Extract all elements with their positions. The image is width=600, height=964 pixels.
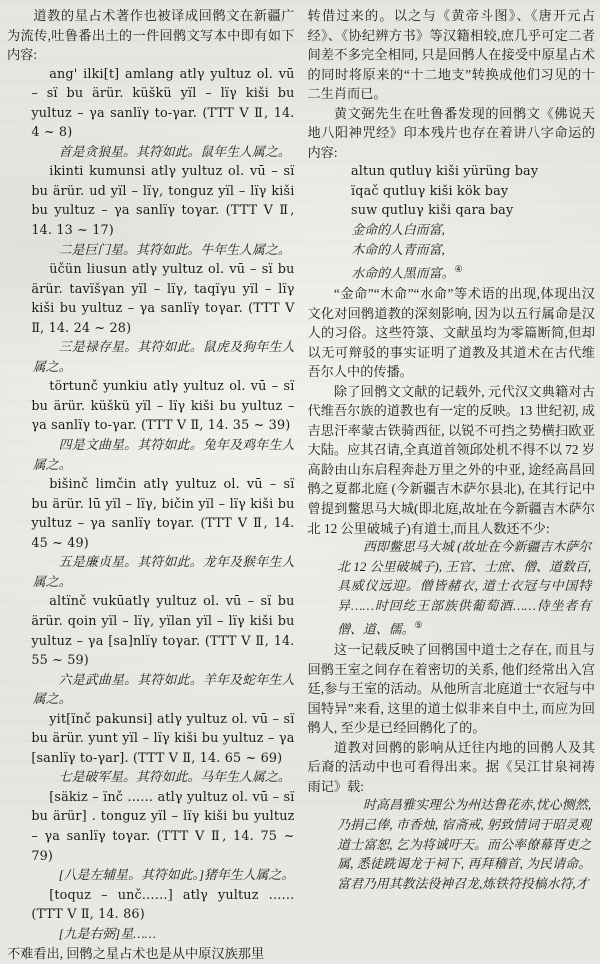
chinese-translation-annotation: 四是文曲星。其符如此。兔年及鸡年生人属之。 — [32, 438, 295, 472]
paragraph: 除了回鹘文文献的记载外, 元代汉文典籍对古代维吾尔族的道教也有一定的反映。13 世纪初, 成吉思汗率蒙古铁骑西征, 以锐不可挡之势横扫欧亚大陆。应其召请,全真道首领邱处机不得不以 72 岁高龄由山东启程奔赴万里之外的中亚, 途经高昌回鹘之夏都北庭 (今新疆吉木萨尔县北), 在其行记中曾提到鳖思马大城(即北庭,故址在今新疆吉木萨尔北 12 公里破城子)有道士,而且人数还不少: — [307, 383, 595, 536]
chinese-translation-annotation: 二是巨门星。其符如此。牛年生人属之。 — [58, 242, 291, 257]
paragraph: 黄文弼先生在吐鲁番发现的回鹘文《佛说天地八阳神咒经》印本残片也存在着讲八字命运的内容: — [307, 105, 595, 160]
paragraph: “金命”“木命”“水命”等术语的出现,体现出汉文化对回鹘道教的深刻影响, 因为以五行属命是汉人的习俗。这些符箓、文献虽均为零篇断简,但却以无可辩驳的事实证明了道教及其道术在古代维吾尔人中的传播。 — [307, 285, 595, 380]
uyghur-transliteration-quote: [säkiz – ïnč …… atlγ yultuz ol. vū – sï bu ärür] . tonguz yïl – lïγ kiši bu yultuz – γa sanlïγ toγar. (TTT V Ⅱ, 14. 75 ~ 79) — [31, 789, 295, 864]
two-column-text-area — [7, 6, 595, 964]
block-quote: 时高昌雅实理公为州达鲁花赤,忧心恻然, 乃捐己俸, 市香烛, 宿斋戒, 躬致情词于昭灵观道士富恕, 乞为将诚吁天。而公率僚幕胥吏之属, 悉徒跣谒龙于祠下, 再拜稽首, 为民请命。富君乃用其教法役神召龙,炼铁符投槁水符,才 — [337, 798, 592, 891]
paragraph: 转借过来的。以之与《黄帝斗图》、《唐开元占经》、《协纪辨方书》等汉籍相较,庶几乎可定二者间差不多完全相同, 只是回鹘人在接受中原星占术的同时将原来的“十二地支”转换成他们习见的十二生肖而已。 — [307, 8, 595, 102]
uyghur-verse-line: suw qutluγ kiši qara bay — [351, 203, 514, 219]
uyghur-transliteration-quote: ang' ilki[t] amlang atlγ yultuz ol. vū – sï bu ärür. küškü yïl – lïγ kiši bu yultuz – γa sanlïγ to-γar. (TTT V Ⅱ, 14. 4 ~ 8) — [31, 66, 295, 141]
chinese-translation-annotation: 七是破军星。其符如此。马年生人属之。 — [58, 770, 291, 785]
uyghur-transliteration-quote: altïnč vukūatlγ yultuz ol. vū – sï bu ärür. qoin yïl – lïγ, yïlan yïl – lïγ kiši bu yultuz – γa [sa]nlïγ toγar. (TTT V Ⅱ, 14. 55 ~ 59) — [31, 594, 295, 669]
chinese-verse-line: 金命的人白而富, — [351, 223, 445, 238]
uyghur-transliteration-quote: ikinti kumunsi atlγ yultuz ol. vū – sï bu ärür. ud yïl – lïγ, tonguz yïl – lïγ kiši bu yultuz – γa sanlïγ toγar. (TTT V Ⅱ, 14. 13 ~ 17) — [31, 164, 295, 239]
block-quote: 西即鳖思马大城 (故址在今新疆吉木萨尔北 12 公里破城子), 王官、士庶、僧、道数百, 具威仪远迎。僧皆赭衣, 道士衣冠与中国特异……时回纥王部族供葡萄酒……侍坐者有僧、道、儒。⑤ — [337, 540, 592, 637]
chinese-translation-annotation: 五是廉贞星。其符如此。龙年及猴年生人属之。 — [32, 555, 295, 589]
chinese-translation-annotation: 六是武曲星。其符如此。羊年及蛇年生人属之。 — [32, 672, 295, 707]
uyghur-transliteration-quote: bišinč limčin atlγ yultuz ol. vū – sï bu ärür. lū yïl – lïγ, bičin yïl – lïγ kiši bu yultuz – γa sanlïγ toγar. (TTT V Ⅱ, 14. 45 ~ 49) — [31, 477, 295, 551]
uyghur-transliteration-quote: [toquz – unč……] atlγ yultuz …… (TTT V Ⅱ, 14. 86) — [31, 887, 295, 923]
footnote-marker: ⑤ — [414, 620, 423, 631]
chinese-translation-annotation: [九是右弼]星…… — [58, 926, 157, 941]
uyghur-transliteration-quote: yit[ïnč pakunsi] atlγ yultuz ol. vū – sï bu ärür. yunt yïl – lïγ kiši bu yultuz – γa [sanlïγ to-γar]. (TTT V Ⅱ, 14. 65 ~ 69) — [31, 711, 295, 766]
chinese-translation-annotation: 首是贪狼星。其符如此。鼠年生人属之。 — [58, 144, 291, 159]
chinese-translation-annotation: [八是左辅星。其符如此。]猪年生人属之。 — [58, 868, 295, 883]
chinese-translation-annotation: 三是禄存星。其符如此。鼠虎及狗年生人属之。 — [32, 340, 295, 374]
paragraph: 这一记载反映了回鹘国中道士之存在, 而且与回鹘王室之间存在着密切的关系, 他们经常出入宫廷,参与王室的活动。从他所言北庭道士“衣冠与中国特异”来看, 这里的道士似非来自中土, 而应为回鹘人, 至少是已经回鹘化了的。 — [307, 642, 595, 736]
chinese-verse-line: 木命的人青而富, — [351, 242, 445, 257]
uyghur-verse-line: ïqač qutluγ kiši kök bay — [351, 183, 509, 199]
uyghur-verse-line: altun qutluγ kiši yürüng bay — [351, 164, 539, 180]
paragraph: 不难看出, 回鹘之星占术也是从中原汉族那里 — [7, 946, 265, 962]
right-column — [308, 6, 596, 964]
uyghur-transliteration-quote: törtunč yunkiu atlγ yultuz ol. vū – sï bu ärür. küškü yïl – lïγ kiši bu yultuz – γa sanlïγ to-γar. (TTT V Ⅱ, 14. 35 ~ 39) — [31, 379, 295, 434]
paragraph: 道教的星占术著作也被译成回鹘文在新疆广为流传,吐鲁番出土的一件回鹘文写本中即有如下内容: — [7, 8, 295, 63]
uyghur-transliteration-quote: üčün liusun atlγ yultuz ol. vū – sï bu ärür. tavïšγan yïl – lïγ, taqïγu yïl – lïγ kiši bu yultuz – γa sanlïγ toγar. (TTT V Ⅱ, 14. 24 ~ 28) — [31, 262, 295, 336]
footnote-marker: ④ — [454, 264, 463, 275]
chinese-verse-line: 水命的人黑而富。④ — [351, 264, 463, 281]
paragraph: 道教对回鹘的影响从迁往内地的回鹘人及其后裔的活动中也可看得出来。据《吴江甘泉祠祷雨记》载: — [307, 739, 595, 794]
left-column — [7, 6, 295, 964]
